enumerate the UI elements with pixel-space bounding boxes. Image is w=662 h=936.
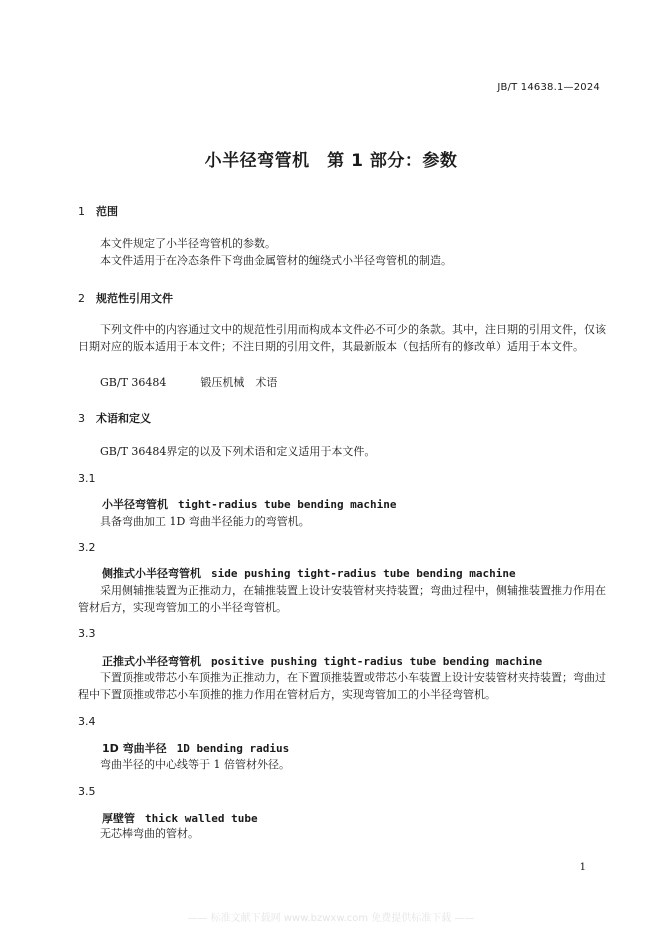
term-definition: 采用侧辅推装置为正推动力，在辅推装置上设计安装管材夹持装置；弯曲过程中，侧辅推装置推力作用在管材后方，实现弯管加工的小半径弯管机。 <box>78 584 606 614</box>
term-definition: 下置顶推或带芯小车顶推为正推动力，在下置顶推装置或带芯小车装置上设计安装管材夹持装置；弯曲过程中下置顶推或带芯小车顶推的推力作用在管材后方，实现弯管加工的小半径弯管机。 <box>78 671 606 701</box>
term-zh: 侧推式小半径弯管机 <box>102 567 201 580</box>
term-heading <box>102 810 258 826</box>
section-number: 1 <box>78 205 85 218</box>
term-number: 3.3 <box>78 627 96 640</box>
term-en: thick walled tube <box>145 812 258 825</box>
term-zh: 厚壁管 <box>102 812 135 825</box>
scope-line-2: 本文件适用于在冷态条件下弯曲金属管材的缠绕式小半径弯管机的制造。 <box>100 254 452 267</box>
term-number: 3.1 <box>78 472 96 485</box>
section-number: 3 <box>78 412 85 425</box>
document-number: JB/T 14638.1—2024 <box>497 82 600 93</box>
term-en: tight-radius tube bending machine <box>178 498 397 511</box>
term-number: 3.4 <box>78 715 96 728</box>
term-en: positive pushing tight-radius tube bending machine <box>211 655 543 668</box>
term-number: 3.2 <box>78 541 96 554</box>
term-zh: 小半径弯管机 <box>102 498 168 511</box>
section-number: 2 <box>78 292 85 305</box>
reference-code: GB/T 36484 <box>100 376 167 389</box>
section-title: 规范性引用文件 <box>96 292 173 305</box>
page-number: 1 <box>579 862 586 873</box>
section-2-heading <box>78 290 173 306</box>
normative-references-paragraph: 下列文件中的内容通过文中的规范性引用而构成本文件必不可少的条款。其中，注日期的引用文件，仅该日期对应的版本适用于本文件；不注日期的引用文件，其最新版本（包括所有的修改单）适用于本文件。 <box>78 323 606 353</box>
section-title: 范围 <box>96 205 118 218</box>
section-3-heading <box>78 410 151 426</box>
reference-entry <box>78 374 610 391</box>
term-heading <box>102 653 542 669</box>
term-number: 3.5 <box>78 785 96 798</box>
section-1-heading <box>78 203 118 219</box>
term-definition: 具备弯曲加工 1D 弯曲半径能力的弯管机。 <box>100 515 310 528</box>
term-heading <box>102 565 516 581</box>
watermark-text: —— 标准文献下载网 www.bzwxw.com 免费提供标准下载 —— <box>187 913 475 924</box>
term-definition: 无芯棒弯曲的管材。 <box>100 827 199 840</box>
scope-line-1: 本文件规定了小半径弯管机的参数。 <box>100 237 276 250</box>
document-title: 小半径弯管机 第 1 部分：参数 <box>204 151 458 171</box>
term-heading <box>102 496 397 512</box>
terms-intro: GB/T 36484界定的以及下列术语和定义适用于本文件。 <box>100 445 376 458</box>
term-en: 1D bending radius <box>176 742 290 755</box>
term-en: side pushing tight-radius tube bending machine <box>211 567 516 580</box>
reference-title: 锻压机械 术语 <box>200 376 278 389</box>
term-zh: 正推式小半径弯管机 <box>102 655 201 668</box>
term-definition: 弯曲半径的中心线等于 1 倍管材外径。 <box>100 758 290 771</box>
term-zh: 1D 弯曲半径 <box>102 742 167 755</box>
section-title: 术语和定义 <box>96 412 151 425</box>
term-heading <box>102 740 289 756</box>
